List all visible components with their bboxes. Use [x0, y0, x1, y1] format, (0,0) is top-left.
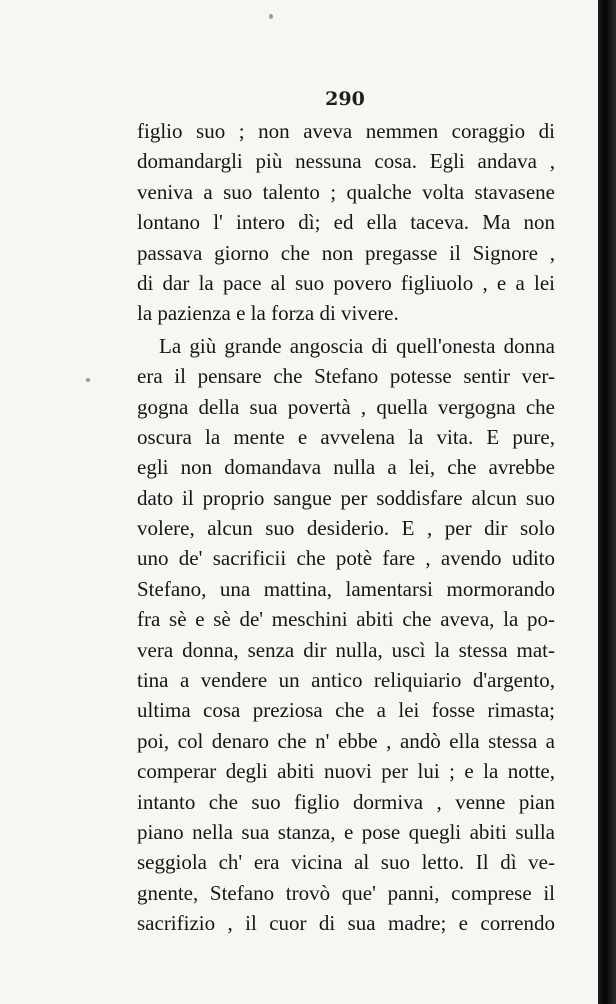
- text-line: dato il proprio sangue per soddisfare alcun suo: [137, 485, 555, 510]
- text-line: poi, col denaro che n' ebbe , andò ella stessa a: [137, 728, 555, 753]
- text-line: figlio suo ; non aveva nemmen coraggio di: [137, 119, 555, 143]
- text-line: oscura la mente e avvelena la vita. E pure,: [137, 424, 555, 449]
- text-line: Stefano, una mattina, lamentarsi mormorando: [137, 576, 555, 601]
- text-line: La giù grande angoscia di quell'onesta donna: [159, 333, 555, 358]
- text-line: volere, alcun suo desiderio. E , per dir solo: [137, 516, 555, 541]
- text-line: ultima cosa preziosa che a lei fosse rimasta;: [137, 698, 555, 723]
- text-line: sacrifizio , il cuor di sua madre; e correndo: [137, 911, 555, 936]
- text-line: veniva a suo talento ; qualche volta stavasene: [137, 179, 555, 204]
- paper-speck: [269, 14, 273, 19]
- text-line: domandargli più nessuna cosa. Egli andava ,: [137, 149, 555, 174]
- text-line: comperar degli abiti nuovi per lui ; e la notte,: [137, 759, 555, 784]
- paper-speck: [86, 378, 90, 382]
- text-line: lontano l' intero dì; ed ella taceva. Ma non: [137, 210, 555, 235]
- text-line: egli non domandava nulla a lei, che avrebbe: [137, 455, 555, 480]
- paragraph: [137, 331, 555, 939]
- body-text: [137, 116, 555, 939]
- text-line: uno de' sacrificii che potè fare , avendo udito: [137, 546, 555, 571]
- text-line: seggiola ch' era vicina al suo letto. Il dì ve-: [137, 850, 555, 875]
- text-line: passava giorno che non pregasse il Signore ,: [137, 240, 555, 265]
- page-number: 290: [325, 88, 365, 110]
- text-line: vera donna, senza dir nulla, uscì la stessa mat-: [137, 637, 555, 662]
- text-line: tina a vendere un antico reliquiario d'argento,: [137, 668, 555, 693]
- text-line: gogna della sua povertà , quella vergogna che: [137, 394, 555, 419]
- text-line: di dar la pace al suo povero figliuolo , e a lei: [137, 270, 555, 295]
- text-line: fra sè e sè de' meschini abiti che aveva, la po-: [137, 607, 555, 632]
- paragraph: [137, 116, 555, 329]
- text-line: era il pensare che Stefano potesse sentir ver-: [137, 364, 555, 389]
- text-line: piano nella sua stanza, e pose quegli abiti sulla: [137, 819, 555, 844]
- text-line: la pazienza e la forza di vivere.: [137, 301, 399, 326]
- binding-shadow: [598, 0, 616, 1004]
- text-line: gnente, Stefano trovò que' panni, comprese il: [137, 880, 555, 905]
- text-line: intanto che suo figlio dormiva , venne pian: [137, 789, 555, 814]
